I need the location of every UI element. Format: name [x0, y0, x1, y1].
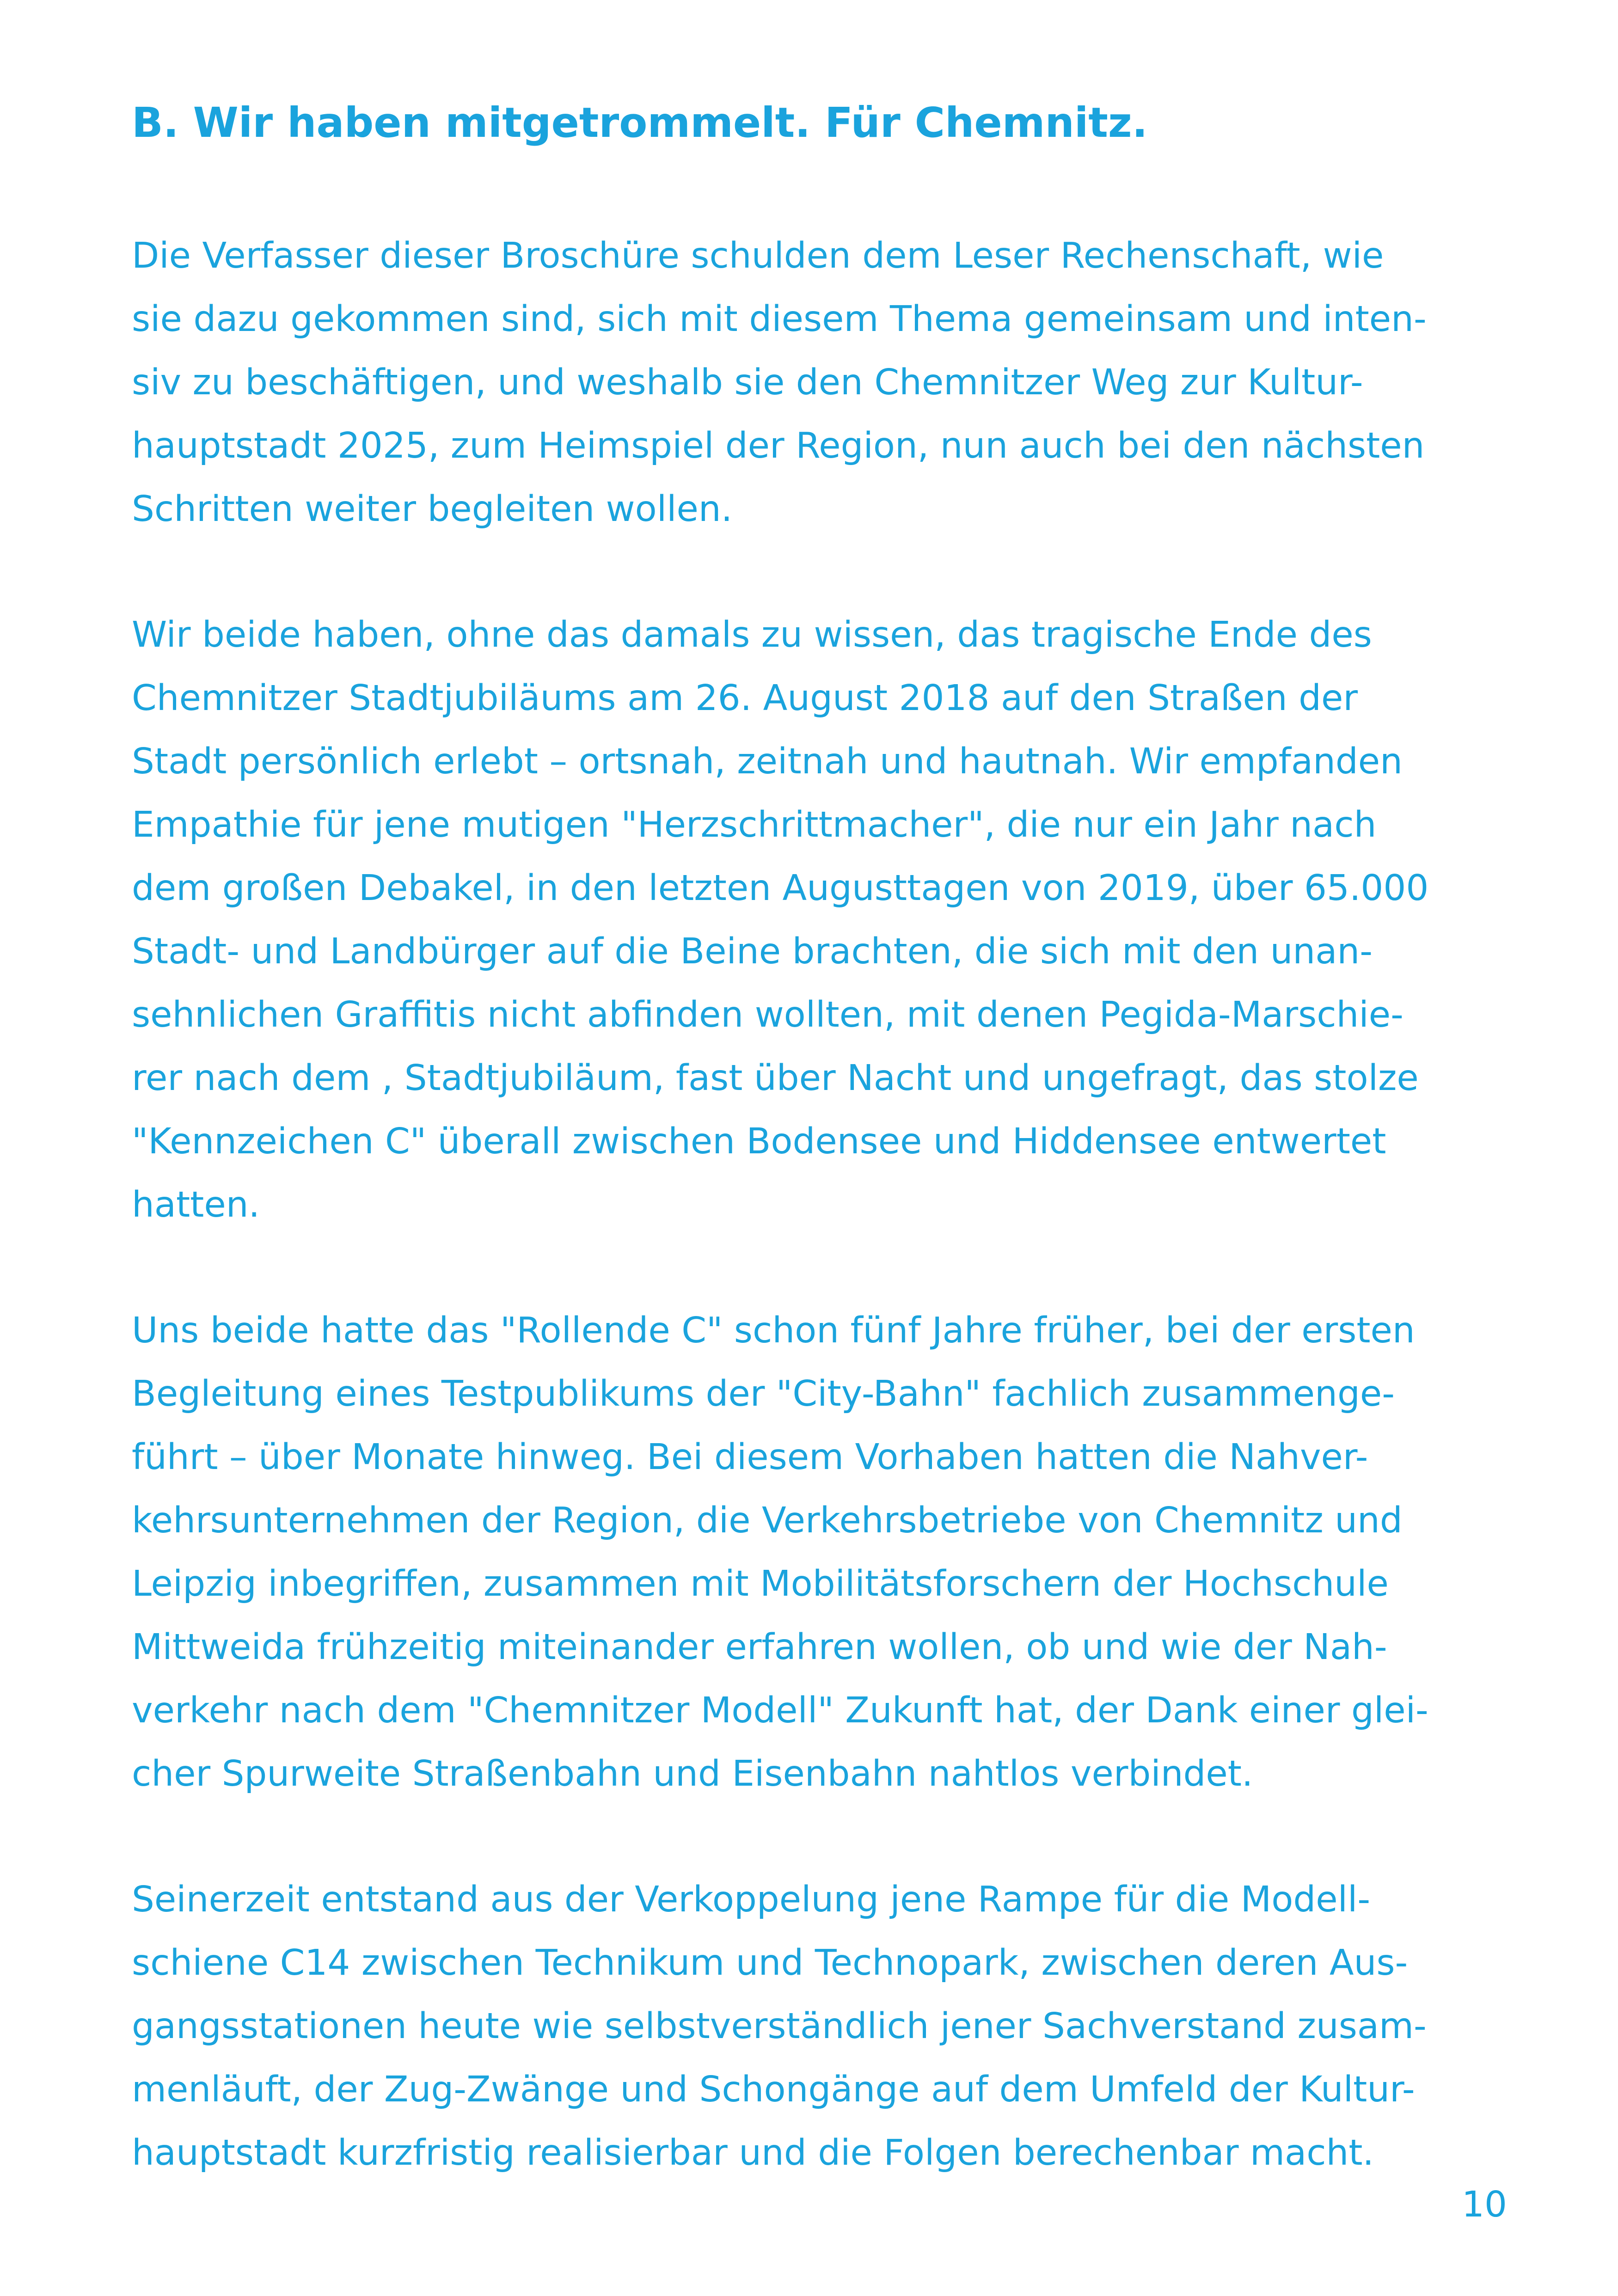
text-line: Uns beide hatte das "Rollende C" schon fünf Jahre früher, bei der ersten [132, 1310, 1415, 1351]
section-heading: B. Wir haben mitgetrommelt. Für Chemnitz. [132, 98, 1148, 147]
text-line: sehnlichen Graffitis nicht abfinden wollten, mit denen Pegida-Marschie- [132, 994, 1403, 1035]
page-number: 10 [1462, 2184, 1507, 2225]
paragraph-2 [132, 603, 1509, 1237]
text-line: Wir beide haben, ohne das damals zu wissen, das tragische Ende des [132, 614, 1372, 655]
text-line: sie dazu gekommen sind, sich mit diesem Thema gemeinsam und inten- [132, 299, 1427, 340]
text-line: dem großen Debakel, in den letzten Augusttagen von 2019, über 65.000 [132, 868, 1429, 909]
text-line: hauptstadt kurzfristig realisierbar und die Folgen berechenbar macht. [132, 2132, 1374, 2174]
text-line: menläuft, der Zug-Zwänge und Schongänge auf dem Umfeld der Kultur- [132, 2069, 1415, 2110]
text-line: gangsstationen heute wie selbstverständlich jener Sachverstand zusam- [132, 2006, 1427, 2047]
text-line: führt – über Monate hinweg. Bei diesem Vorhaben hatten die Nahver- [132, 1437, 1368, 1478]
text-line: cher Spurweite Straßenbahn und Eisenbahn nahtlos verbindet. [132, 1753, 1253, 1794]
text-line: hatten. [132, 1184, 260, 1225]
text-line: Schritten weiter begleiten wollen. [132, 489, 733, 530]
text-line: Chemnitzer Stadtjubiläums am 26. August 2018 auf den Straßen der [132, 678, 1358, 719]
text-line: Die Verfasser dieser Broschüre schulden dem Leser Rechenschaft, wie [132, 235, 1384, 276]
text-line: rer nach dem , Stadtjubiläum, fast über Nacht und ungefragt, das stolze [132, 1058, 1419, 1099]
paragraph-1 [132, 224, 1509, 541]
paragraph-3 [132, 1299, 1509, 1806]
paragraph-4 [132, 1868, 1509, 2185]
text-line: Mittweida frühzeitig miteinander erfahren wollen, ob und wie der Nah- [132, 1627, 1387, 1668]
text-line: Begleitung eines Testpublikums der "City-Bahn" fachlich zusammenge- [132, 1373, 1395, 1414]
text-line: Stadt persönlich erlebt – ortsnah, zeitnah und hautnah. Wir empfanden [132, 741, 1403, 782]
text-line: Leipzig inbegriffen, zusammen mit Mobilitätsforschern der Hochschule [132, 1563, 1389, 1604]
text-line: kehrsunternehmen der Region, die Verkehrsbetriebe von Chemnitz und [132, 1500, 1403, 1541]
text-line: Stadt- und Landbürger auf die Beine brachten, die sich mit den unan- [132, 931, 1373, 972]
text-line: Empathie für jene mutigen "Herzschrittmacher", die nur ein Jahr nach [132, 804, 1377, 845]
text-line: siv zu beschäftigen, und weshalb sie den Chemnitzer Weg zur Kultur- [132, 362, 1363, 403]
page-content [132, 90, 1509, 2247]
text-line: Seinerzeit entstand aus der Verkoppelung jene Rampe für die Modell- [132, 1879, 1371, 1920]
text-line: verkehr nach dem "Chemnitzer Modell" Zukunft hat, der Dank einer glei- [132, 1690, 1428, 1731]
text-line: schiene C14 zwischen Technikum und Technopark, zwischen deren Aus- [132, 1942, 1408, 1984]
text-line: hauptstadt 2025, zum Heimspiel der Region, nun auch bei den nächsten [132, 425, 1425, 466]
text-line: "Kennzeichen C" überall zwischen Bodensee und Hiddensee entwertet [132, 1121, 1386, 1162]
